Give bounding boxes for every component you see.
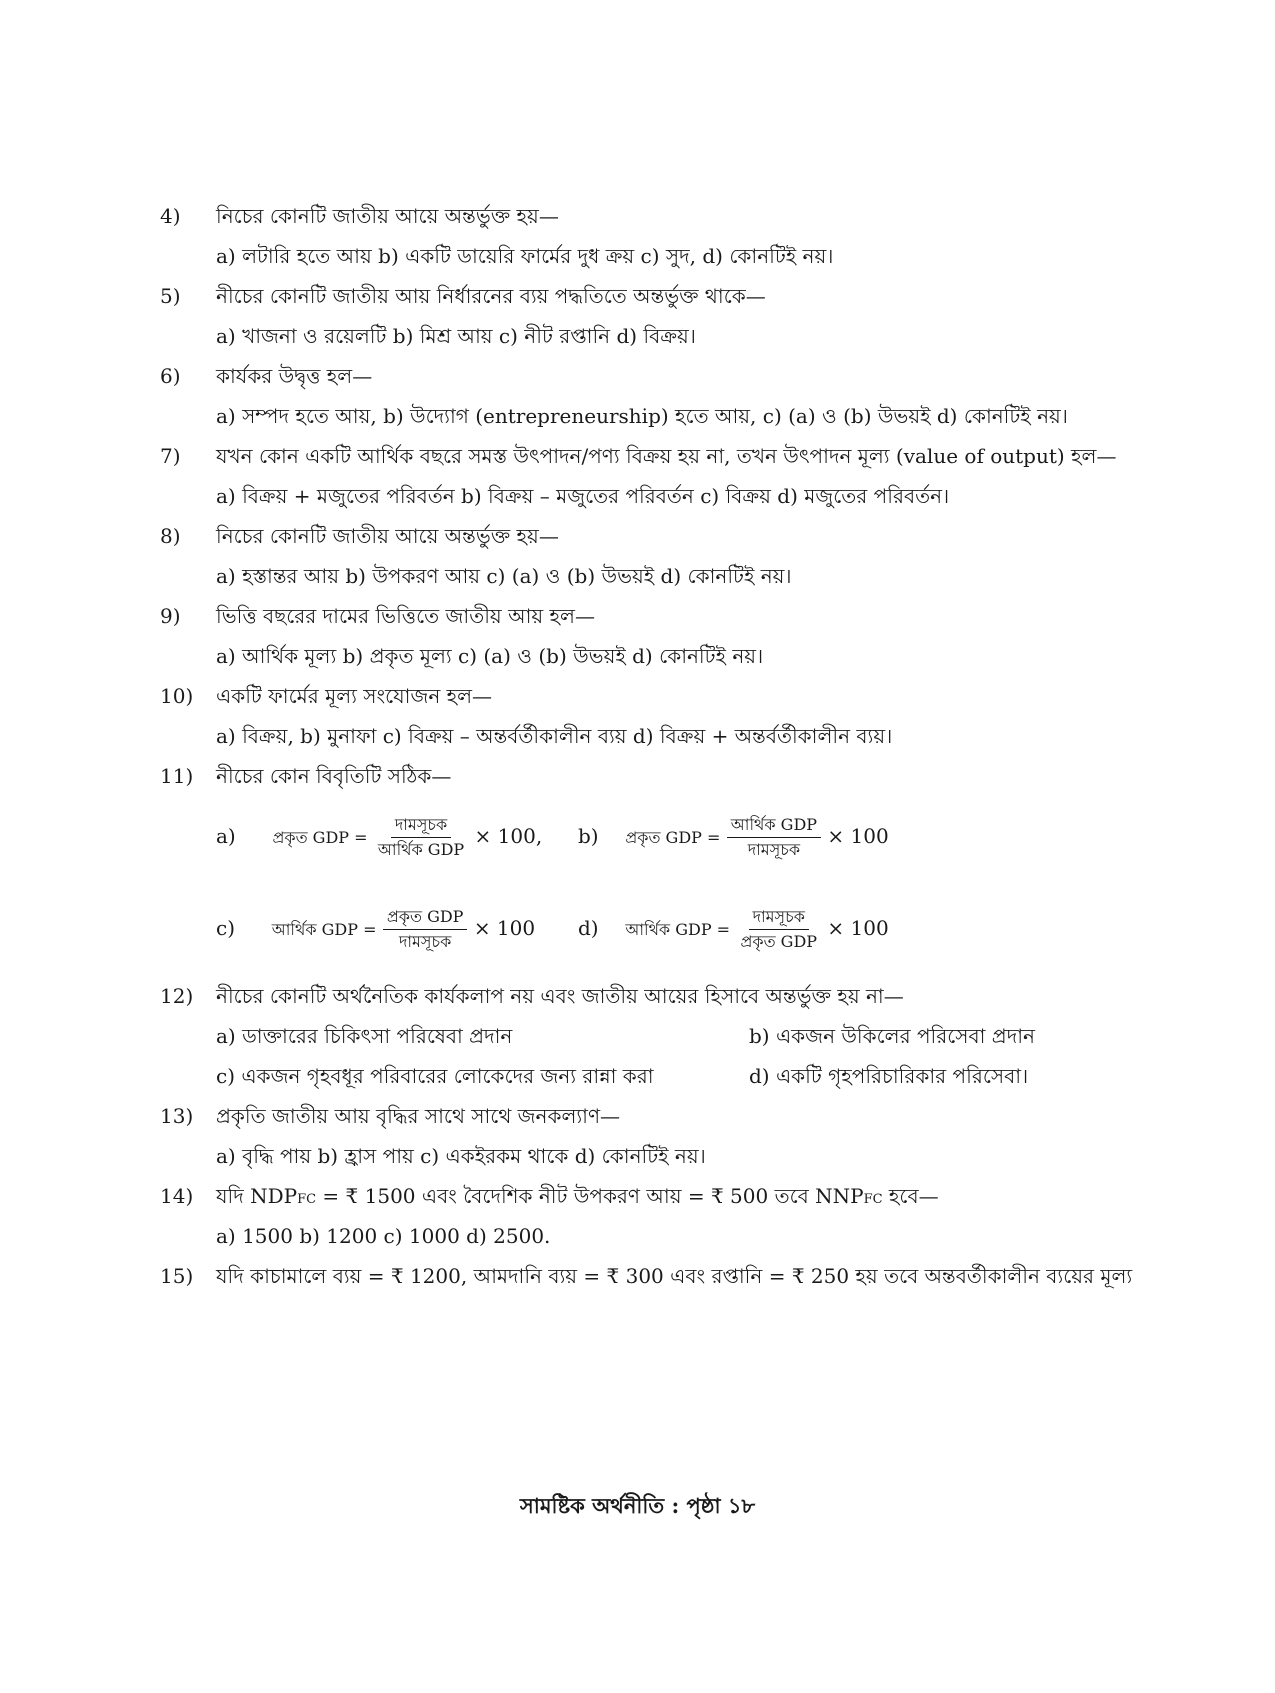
- question-number: 10): [160, 684, 194, 708]
- options-text: a) লটারি হতে আয় b) একটি ডায়েরি ফার্মের দুধ ক্রয় c) সুদ, d) কোনটিই নয়।: [216, 244, 834, 268]
- formula-lhs: প্রকৃত GDP =: [272, 828, 368, 847]
- page-footer: সামষ্টিক অর্থনীতি : পৃষ্ঠা ১৮: [519, 1493, 756, 1518]
- options-text: a) 1500 b) 1200 c) 1000 d) 2500.: [216, 1224, 551, 1248]
- question-stem: প্রকৃতি জাতীয় আয় বৃদ্ধির সাথে সাথে জনকল্যাণ—: [216, 1104, 621, 1128]
- formula-option-c: [216, 907, 535, 952]
- fraction: [736, 907, 821, 952]
- options-text: a) বৃদ্ধি পায় b) হ্রাস পায় c) একইরকম থাকে d) কোনটিই নয়।: [216, 1144, 706, 1168]
- question-stem: নীচের কোনটি জাতীয় আয় নির্ধারনের ব্যয় পদ্ধতিতে অন্তর্ভুক্ত থাকে—: [216, 284, 766, 308]
- formula-option-a: [216, 815, 542, 860]
- option-label: c): [216, 916, 236, 940]
- question-number: 8): [160, 524, 181, 548]
- fraction: [374, 815, 468, 860]
- formula-option-d: [578, 907, 889, 952]
- numerator: প্রকৃত GDP: [383, 907, 468, 930]
- question-number: 14): [160, 1184, 194, 1208]
- formula-tail: × 100: [827, 916, 889, 940]
- subscript: FC: [297, 1192, 317, 1207]
- question-stem: ভিত্তি বছরের দামের ভিত্তিতে জাতীয় আয় হল—: [216, 604, 595, 628]
- question-number: 4): [160, 204, 181, 228]
- options-text: a) বিক্রয়, b) মুনাফা c) বিক্রয় – অন্তর্বর্তীকালীন ব্যয় d) বিক্রয় + অন্তর্বর্তীকালীন ব্যয়।: [216, 724, 893, 748]
- option-label: b): [578, 824, 599, 848]
- question-stem: যদি কাচামালে ব্যয় = ₹ 1200, আমদানি ব্যয় = ₹ 300 এবং রপ্তানি = ₹ 250 হয় তবে অন্তবর্তীকালীন ব্যয়ের মূল্য: [216, 1264, 1133, 1288]
- question-number: 12): [160, 984, 194, 1008]
- denominator: দামসূচক: [398, 932, 452, 951]
- formula-option-b: [578, 815, 889, 860]
- question-stem: নীচের কোনটি অর্থনৈতিক কার্যকলাপ নয় এবং জাতীয় আয়ের হিসাবে অন্তর্ভুক্ত হয় না—: [216, 984, 904, 1008]
- option-b: b) একজন উকিলের পরিসেবা প্রদান: [749, 1024, 1035, 1048]
- question-stem: [216, 1182, 939, 1214]
- question-stem: কার্যকর উদ্বৃত্ত হল—: [216, 364, 373, 388]
- options-text: a) হস্তান্তর আয় b) উপকরণ আয় c) (a) ও (b) উভয়ই d) কোনটিই নয়।: [216, 564, 792, 588]
- question-number: 7): [160, 444, 181, 468]
- option-c: c) একজন গৃহবধূর পরিবারের লোকেদের জন্য রান্না করা: [216, 1064, 654, 1088]
- numerator: দামসূচক: [749, 907, 809, 930]
- stem-part: = ₹ 1500 এবং বৈদেশিক নীট উপকরণ আয় = ₹ 500 তবে NNP: [316, 1184, 864, 1208]
- stem-part: যদি NDP: [216, 1184, 298, 1208]
- options-text: a) খাজনা ও রয়েলটি b) মিশ্র আয় c) নীট রপ্তানি d) বিক্রয়।: [216, 324, 696, 348]
- option-label: a): [216, 824, 236, 848]
- formula-tail: × 100,: [474, 824, 543, 848]
- question-number: 5): [160, 284, 181, 308]
- question-number: 6): [160, 364, 181, 388]
- options-text: a) আর্থিক মূল্য b) প্রকৃত মূল্য c) (a) ও (b) উভয়ই d) কোনটিই নয়।: [216, 644, 764, 668]
- option-label: d): [578, 916, 599, 940]
- formula-lhs: আর্থিক GDP =: [271, 920, 377, 939]
- numerator: দামসূচক: [391, 815, 451, 838]
- fraction: [727, 815, 821, 860]
- question-stem: একটি ফার্মের মূল্য সংযোজন হল—: [216, 684, 493, 708]
- question-number: 11): [160, 764, 194, 788]
- question-number: 13): [160, 1104, 194, 1128]
- question-stem: নীচের কোন বিবৃতিটি সঠিক—: [216, 764, 452, 788]
- formula-tail: × 100: [827, 824, 889, 848]
- formula-lhs: প্রকৃত GDP =: [625, 828, 721, 847]
- denominator: প্রকৃত GDP: [740, 932, 818, 951]
- numerator: আর্থিক GDP: [727, 815, 821, 838]
- question-number: 15): [160, 1264, 194, 1288]
- options-text: a) বিক্রয় + মজুতের পরিবর্তন b) বিক্রয় – মজুতের পরিবর্তন c) বিক্রয় d) মজুতের পরিবর্তন।: [216, 484, 950, 508]
- fraction: [383, 907, 468, 952]
- denominator: দামসূচক: [747, 840, 801, 859]
- question-stem: নিচের কোনটি জাতীয় আয়ে অন্তর্ভুক্ত হয়—: [216, 524, 559, 548]
- denominator: আর্থিক GDP: [377, 840, 465, 859]
- option-d: d) একটি গৃহপরিচারিকার পরিসেবা।: [749, 1064, 1029, 1088]
- formula-tail: × 100: [473, 916, 536, 940]
- subscript: FC: [863, 1192, 883, 1207]
- options-text: a) সম্পদ হতে আয়, b) উদ্যোগ (entrepreneurship) হতে আয়, c) (a) ও (b) উভয়ই d) কোনটিই নয়।: [216, 404, 1068, 428]
- question-number: 9): [160, 604, 181, 628]
- question-stem: নিচের কোনটি জাতীয় আয়ে অন্তর্ভুক্ত হয়—: [216, 204, 559, 228]
- question-stem: যখন কোন একটি আর্থিক বছরে সমস্ত উৎপাদন/পণ্য বিক্রয় হয় না, তখন উৎপাদন মূল্য (value of output) হল—: [216, 444, 1117, 468]
- formula-lhs: আর্থিক GDP =: [625, 920, 731, 939]
- stem-part: হবে—: [882, 1184, 939, 1208]
- option-a: a) ডাক্তারের চিকিৎসা পরিষেবা প্রদান: [216, 1024, 513, 1048]
